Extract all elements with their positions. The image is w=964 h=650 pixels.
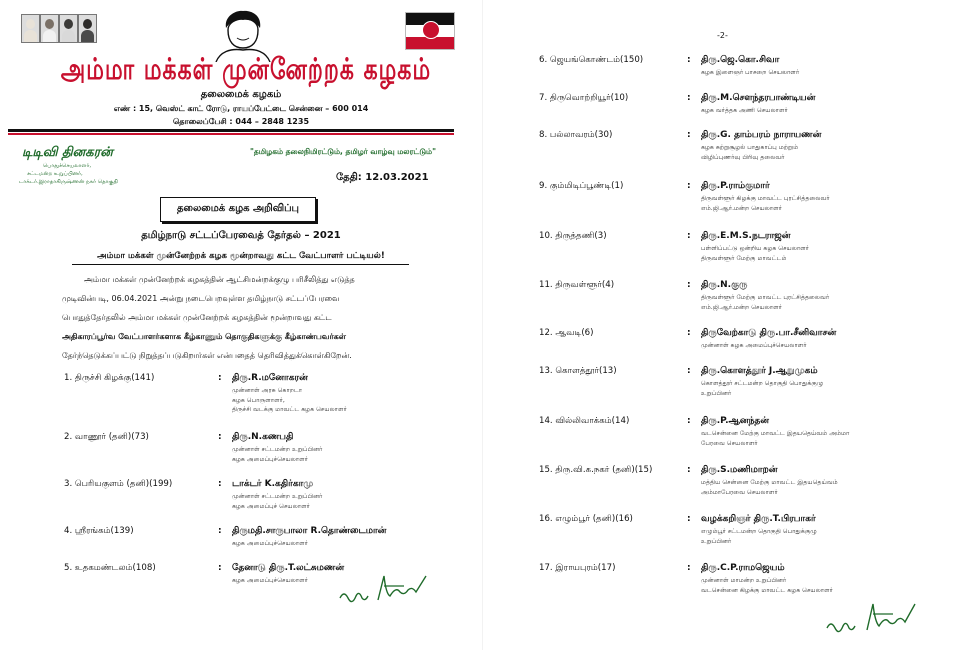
- candidate-name: திரு.E.M.S.நடராஜன்: [701, 231, 791, 241]
- candidate-12: [539, 328, 959, 354]
- separator: :: [218, 563, 222, 573]
- candidate-role: கழக அமைப்புச் செயலாளர்: [232, 502, 310, 510]
- separator: :: [687, 328, 691, 338]
- separator: :: [687, 55, 691, 65]
- leader-photo-2: [40, 14, 59, 43]
- leader-photo-3: [59, 14, 78, 43]
- separator: :: [687, 465, 691, 475]
- candidate-role: வடசென்னை மேற்கு மாவட்ட இதயதெய்வம் அம்மா: [701, 430, 850, 437]
- separator: :: [218, 479, 222, 489]
- candidate-role: எம்.ஜி.ஆர்.மன்ற செயலாளர்: [701, 303, 782, 311]
- candidate-17: [539, 563, 959, 599]
- candidate-7: [539, 93, 959, 119]
- constituency: 6. ஜெயங்கொண்டம்(150): [539, 55, 644, 65]
- candidate-name: வழக்கறிஞர் திரு.T.பிரபாகர்: [701, 514, 816, 524]
- paragraph-line: தேர்ந்தெடுக்கப்பட்டு நிறுத்தப்படுகிறார்கள் என்பதைத் தெரிவித்துக்கொள்கிறேன்.: [62, 351, 352, 360]
- leader-signature-name: டிடிவி தினகரன்: [22, 145, 113, 160]
- candidate-role: கழக பொருளாளர்,: [232, 396, 285, 404]
- candidate-role: எழும்பூர் சட்டமன்ற தொகுதி பொதுக்குழு: [701, 528, 817, 535]
- candidate-role: கழக இளைஞர் பாசறை செயலாளர்: [701, 69, 800, 76]
- candidate-14: [539, 416, 959, 452]
- candidate-role: முன்னாள் கழக அமைப்புச்செயலாளர்: [701, 342, 807, 349]
- paragraph-line: அம்மா மக்கள் முன்னேற்றக் கழகத்தின் ஆட்சிமன்றக்குழு பரிசீலித்து எடுத்த: [84, 275, 355, 284]
- candidate-role: திருச்சி வடக்கு மாவட்ட கழக செயலாளர்: [232, 406, 347, 413]
- list-title-underline: [72, 264, 409, 265]
- candidate-3: [64, 479, 464, 515]
- candidate-role: பள்ளிப்பட்டு ஒன்றிய கழக செயலாளர்: [701, 245, 810, 252]
- constituency: 4. ஸ்ரீரங்கம்(139): [64, 526, 134, 536]
- candidate-8: [539, 130, 959, 166]
- candidate-name: திருமதி.சாருபாலா R.தொண்டைமான்: [232, 526, 387, 536]
- separator: :: [687, 366, 691, 376]
- candidate-role: கழக வர்த்தக அணி செயலாளர்: [701, 107, 788, 114]
- page-number: -2-: [717, 31, 728, 40]
- separator: :: [687, 231, 691, 241]
- candidate-name: திரு.N.குரு: [701, 280, 748, 290]
- constituency: 16. எழும்பூர் (தனி)(16): [539, 514, 633, 524]
- candidate-15: [539, 465, 959, 501]
- candidate-role: உறுப்பினர்: [701, 537, 732, 545]
- constituency: 2. வாணூர் (தனி)(73): [64, 432, 149, 442]
- candidate-name: திரு.S.மணிமாறன்: [701, 465, 778, 475]
- constituency: 10. திருத்தணி(3): [539, 231, 607, 241]
- leader-photo-4: [78, 14, 97, 43]
- candidate-role: விழிப்புணர்வு பிரிவு தலைவர்: [701, 153, 785, 161]
- candidate-16: [539, 514, 959, 550]
- leader-photo-1: [21, 14, 40, 43]
- constituency: 1. திருச்சி கிழக்கு(141): [64, 373, 155, 383]
- constituency: 11. திருவள்ளூர்(4): [539, 280, 615, 290]
- candidate-role: எம்.ஜி.ஆர்.மன்ற செயலாளர்: [701, 204, 782, 212]
- candidate-1: [64, 373, 464, 423]
- candidate-6: [539, 55, 959, 81]
- candidate-name: திரு.C.P.ராமஜெயம்: [701, 563, 785, 573]
- candidate-role: முன்னாள் அரசு கொறடா: [232, 387, 303, 394]
- paragraph-line: அதிகாரப்பூர்வ வேட்பாளர்களாக கீழ்காணும் தொகுதிகளுக்கு கீழ்காண்பவர்கள்: [62, 332, 346, 341]
- header-divider: [8, 129, 454, 132]
- date: தேதி: 12.03.2021: [336, 172, 429, 183]
- candidate-role: அம்மாபேரவை செயலாளர்: [701, 488, 778, 496]
- candidate-name: திரு.P.ராம்குமார்: [701, 181, 770, 191]
- candidate-10: [539, 231, 959, 267]
- separator: :: [687, 563, 691, 573]
- candidate-role: உறுப்பினர்: [701, 389, 732, 397]
- separator: :: [687, 130, 691, 140]
- separator: :: [687, 93, 691, 103]
- party-title: அம்மா மக்கள் முன்னேற்றக் கழகம்: [60, 52, 432, 88]
- candidate-role: கொளத்தூர் சட்டமன்ற தொகுதி பொதுக்குழு: [701, 380, 824, 387]
- candidate-4: [64, 526, 464, 552]
- candidate-name: திரு.M.சௌந்தரபாண்டியன்: [701, 93, 816, 103]
- candidate-role: முன்னாள் சட்டமன்ற உறுப்பினர்: [232, 493, 323, 500]
- election-title: தமிழ்நாடு சட்டப்பேரவைத் தேர்தல் – 2021: [141, 230, 341, 241]
- hq-name: தலைமைக் கழகம்: [200, 89, 282, 100]
- constituency: 14. வில்லிவாக்கம்(14): [539, 416, 630, 426]
- candidate-role: திருவள்ளூர் மேற்கு மாவட்ட புரட்சித்தலைவர்: [701, 294, 830, 301]
- candidate-2: [64, 432, 464, 468]
- candidate-role: முன்னாள் சட்டமன்ற உறுப்பினர்: [232, 446, 323, 453]
- candidate-role: கழக அமைப்புச்செயலாளர்: [232, 577, 308, 584]
- candidate-role: கழக சுற்றுசூழல் பாதுகாப்பு மற்றும்: [701, 144, 799, 151]
- notice-paragraph: [62, 274, 418, 361]
- candidate-11: [539, 280, 959, 316]
- constituency: 5. உதகமண்டலம்(108): [64, 563, 156, 573]
- candidate-name: தேனாடு திரு.T.லட்சுமணன்: [232, 563, 345, 573]
- constituency: 17. இராயபுரம்(17): [539, 563, 616, 573]
- address: எண் : 15, வெஸ்ட் காட் ரோடு, ராயப்பேட்டை சென்னை – 600 014: [113, 104, 369, 113]
- candidate-role: பேரவை செயலாளர்: [701, 439, 758, 447]
- candidate-name: திரு.P.ஆனந்தன்: [701, 416, 769, 426]
- constituency: 15. திரு.வி.க.நகர் (தனி)(15): [539, 465, 653, 475]
- separator: :: [218, 373, 222, 383]
- candidate-name: திரு.G. தாம்பரம் நாராயணன்: [701, 130, 822, 140]
- list-title: அம்மா மக்கள் முன்னேற்றக் கழக மூன்றாவது கட்ட வேட்பாளர் பட்டியல்!: [97, 251, 385, 261]
- party-flag: [405, 12, 455, 50]
- paragraph-line: முடிவின்படி, 06.04.2021 அன்று நடைபெறவுள்ள தமிழ்நாடு சட்டப்பேரவை: [62, 294, 340, 303]
- constituency: 12. ஆவடி(6): [539, 328, 594, 338]
- page-2: [483, 0, 964, 650]
- candidate-role: கழக அமைப்புச்செயலாளர்: [232, 455, 308, 463]
- constituency: 3. பெரியகுளம் (தனி)(199): [64, 479, 173, 489]
- candidate-role: மத்திய சென்னை மேற்கு மாவட்ட இதயதெய்வம்: [701, 479, 838, 486]
- separator: :: [687, 416, 691, 426]
- separator: :: [687, 181, 691, 191]
- candidate-name: டாக்டர் K.கதிர்காமு: [232, 479, 314, 489]
- constituency: 9. கும்மிடிப்பூண்டி(1): [539, 181, 624, 191]
- candidate-role: முன்னாள் மாமன்ற உறுப்பினர்: [701, 577, 787, 584]
- notice-heading: தலைமைக் கழக அறிவிப்பு: [177, 203, 299, 214]
- candidate-name: திரு.கொளத்தூர் J.ஆறுமுகம்: [701, 366, 818, 376]
- separator: :: [687, 514, 691, 524]
- candidate-role: கழக அமைப்புச்செயலாளர்: [232, 540, 308, 547]
- phone: தொலைப்பேசி : 044 – 2848 1235: [172, 117, 310, 126]
- leader-designation-3: டாக்டர்.இராதாகிருஷ்ணன் நகர் தொகுதி: [19, 179, 118, 185]
- constituency: 7. திருவொற்றியூர்(10): [539, 93, 629, 103]
- header-divider-red: [8, 133, 454, 135]
- constituency: 13. கொளத்தூர்(13): [539, 366, 617, 376]
- signature: [825, 600, 925, 636]
- candidate-role: திருவள்ளூர் கிழக்கு மாவட்ட புரட்சித்தலைவர்: [701, 195, 830, 202]
- constituency: 8. பல்லாவரம்(30): [539, 130, 613, 140]
- slogan: "தமிழகம் தலைநிமிரட்டும், தமிழர் வாழ்வு மலரட்டும்": [250, 147, 436, 156]
- candidate-role: வடசென்னை கிழக்கு மாவட்ட கழக செயலாளர்: [701, 586, 833, 594]
- candidate-name: திரு.ஜெ.கொ.சிவா: [701, 55, 780, 65]
- separator: :: [687, 280, 691, 290]
- leader-designation-2: சட்டமன்ற உறுப்பினர்,: [27, 171, 83, 177]
- candidate-role: திருவள்ளூர் மேற்கு மாவட்டம்: [701, 254, 787, 262]
- leader-designation-1: பொதுச்செயலாளர்,: [43, 163, 92, 169]
- candidate-name: திரு.R.மனோகரன்: [232, 373, 308, 383]
- candidate-name: திருவேற்காடு திரு.பா.சீனிவாசன்: [701, 328, 837, 338]
- candidate-9: [539, 181, 959, 217]
- candidate-13: [539, 366, 959, 402]
- separator: :: [218, 432, 222, 442]
- paragraph-line: பொதுத்தேர்தலில் அம்மா மக்கள் முன்னேற்றக் கழகத்தின் மூன்றாவது கட்ட: [62, 313, 332, 322]
- candidate-name: திரு.N.கணபதி: [232, 432, 294, 442]
- signature: [338, 572, 436, 606]
- separator: :: [218, 526, 222, 536]
